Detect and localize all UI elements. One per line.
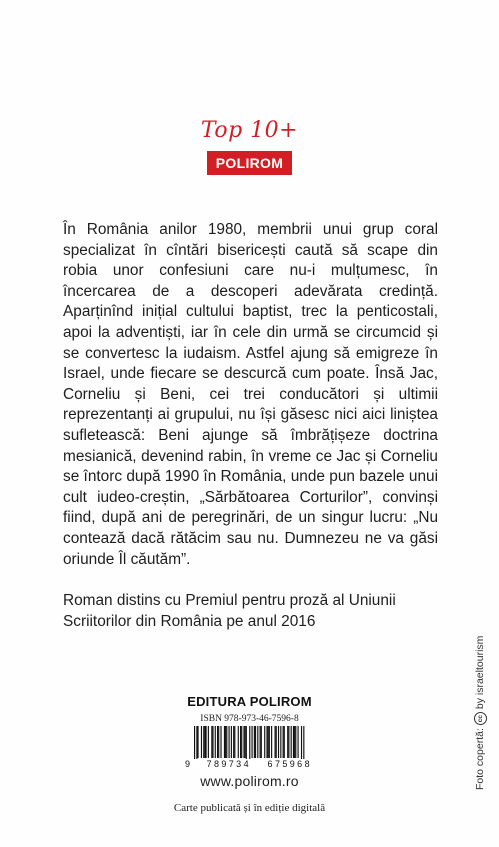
barcode-bar <box>217 726 218 758</box>
barcode-bar <box>201 726 202 758</box>
barcode-bars <box>185 726 312 762</box>
barcode-bar <box>218 726 219 758</box>
digital-edition-note: Carte publicată și în ediție digitală <box>173 802 326 814</box>
barcode-bar <box>260 726 261 758</box>
barcode-bar <box>220 726 221 758</box>
barcode-bar <box>238 726 239 758</box>
barcode-bar <box>291 726 292 758</box>
barcode-bar <box>283 726 284 758</box>
creative-commons-icon: cc <box>474 712 487 725</box>
barcode-bar <box>234 726 235 758</box>
barcode-bar <box>229 726 230 758</box>
barcode-bar <box>204 726 205 758</box>
award-note: Roman distins cu Premiul pentru proză al Uniunii Scriitorilor din România pe anul 2016 <box>63 592 396 630</box>
barcode-bar <box>203 726 204 758</box>
series-name: Top 10+ <box>200 118 299 143</box>
barcode-bar <box>288 726 289 758</box>
barcode-left-group: 789734 <box>206 759 251 769</box>
barcode-right-group: 675968 <box>267 759 312 769</box>
barcode-bar <box>255 726 256 758</box>
barcode-digits <box>185 759 312 769</box>
barcode-bar <box>212 726 213 758</box>
isbn: ISBN 978-973-46-7596-8 <box>200 714 299 724</box>
barcode-bar <box>293 726 294 758</box>
barcode-bar <box>295 726 296 758</box>
barcode-bar <box>224 726 225 758</box>
barcode-bar <box>252 726 253 758</box>
barcode-bar <box>268 726 269 758</box>
barcode-bar <box>245 726 246 758</box>
photo-credit-author: by israeltourism <box>474 635 486 710</box>
barcode-bar <box>276 726 277 758</box>
barcode-bar <box>294 726 295 758</box>
barcode-bar <box>243 726 244 758</box>
barcode-bar <box>278 726 279 758</box>
barcode <box>185 726 312 770</box>
barcode-bar <box>303 726 304 762</box>
barcode-bar <box>226 726 227 758</box>
barcode-bar <box>266 726 267 758</box>
publisher-website[interactable]: www.polirom.ro <box>200 773 299 789</box>
barcode-bar <box>211 726 212 758</box>
barcode-bar <box>215 726 216 758</box>
barcode-bar <box>254 726 255 758</box>
barcode-bar <box>240 726 241 758</box>
publisher-imprint: EDITURA POLIROM <box>187 694 312 709</box>
photo-credit <box>469 590 493 790</box>
barcode-bar <box>194 726 195 762</box>
barcode-bar <box>233 726 234 758</box>
book-blurb: În România anilor 1980, membrii unui grup coral specializat în cîntări bisericești caută să scape din robia unor confesiuni care nu-i mulțumesc, în încercarea de a descoperi adevărata credință. Aparținînd inițial cultului baptist, trec la penticostali, apoi la adventiști, iar în cele din urmă se circumcid și se convertesc la iudaism. Astfel ajung să emigreze în Israel, unde fiecare se descurcă cum poate. Însă Jac, Corneliu și Beni, cei trei conducători și ultimii reprezentanți ai grupului, nu își găsesc nici aici liniștea sufletească: Beni ajunge să îmbrățișeze doctrina mesianică, devenind rabin, în vreme ce Jac și Corneliu se întorc după 1990 în România, unde pun bazele unui cult iudeo-creștin, „Sărbătoarea Corturilor”, convinși fiind, după ani de peregrinări, de un singur lucru: „Nu contează dacă rătăcim sau nu. Dumnezeu ne va găsi oriunde Îl căutăm”. <box>63 221 438 568</box>
barcode-bar <box>280 726 281 758</box>
barcode-bar <box>287 726 288 758</box>
barcode-bar <box>246 726 247 762</box>
barcode-bar <box>301 726 302 762</box>
barcode-bar <box>197 726 198 758</box>
barcode-bar <box>231 726 232 758</box>
barcode-bar <box>249 726 250 762</box>
barcode-bar <box>269 726 270 758</box>
barcode-bar <box>261 726 262 758</box>
photo-credit-label: Foto copertă: <box>474 728 486 790</box>
series-logo <box>0 120 499 175</box>
barcode-bar <box>208 726 209 758</box>
publisher-badge: POLIROM <box>207 151 292 175</box>
barcode-bar <box>257 726 258 758</box>
barcode-bar <box>206 726 207 758</box>
barcode-bar <box>275 726 276 758</box>
barcode-first-digit: 9 <box>185 759 191 769</box>
barcode-bar <box>241 726 242 758</box>
barcode-bar <box>298 726 299 758</box>
barcode-bar <box>271 726 272 758</box>
barcode-bar <box>284 726 285 758</box>
barcode-bar <box>225 726 226 758</box>
barcode-bar <box>264 726 265 758</box>
barcode-bar <box>196 726 197 762</box>
